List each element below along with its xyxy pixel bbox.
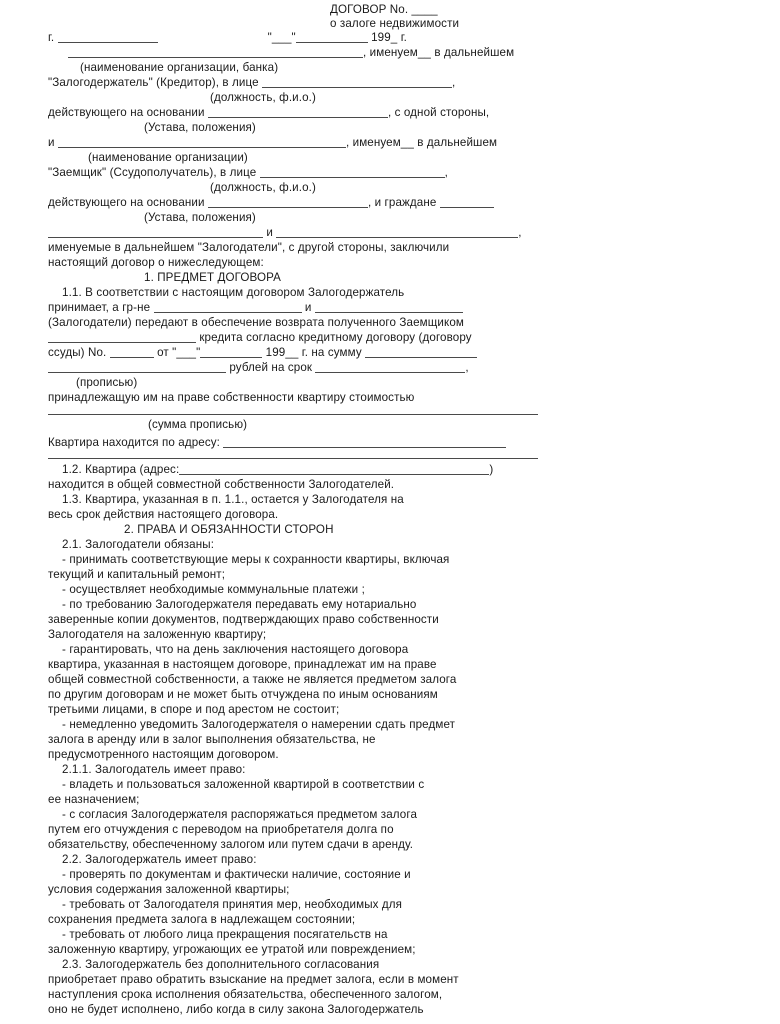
pledgors-and-joiner: и xyxy=(266,226,273,239)
charter-caption-1 xyxy=(48,120,628,135)
pledgors-named-text-2: настоящий договор о нижеследующем: xyxy=(48,256,264,269)
city-fill-rule[interactable] xyxy=(58,33,158,43)
clause-2-2-heading xyxy=(48,852,546,867)
position-caption-1 xyxy=(48,90,478,105)
org-caption-1 xyxy=(48,60,564,75)
clause-2-1-bullet-4-text-2: квартира, указанная в настоящем договоре, принадлежат им на праве xyxy=(48,658,437,671)
apartment-address-label: Квартира находится по адресу: xyxy=(48,436,224,449)
clause-2-1-1-bullet-2-text-3: обязательству, обеспеченному залогом или путем сдачи в аренду. xyxy=(48,838,414,851)
loan-date-quotes[interactable]: от "___" xyxy=(153,346,201,359)
clause-2-1-bullet-3-text-1: - по требованию Залогодержателя передавать ему нотариально xyxy=(62,598,417,611)
pledgee-basis-tail: , с одной стороны, xyxy=(387,106,490,119)
borrower-basis-line xyxy=(48,195,532,210)
clause-2-1-bullet-4-line-4 xyxy=(48,687,532,702)
clause-2-1-1-bullet-1-text-2: ее назначением; xyxy=(48,793,140,806)
clause-1-2-line-2 xyxy=(48,477,532,492)
city-date-line xyxy=(48,30,532,45)
loan-number-rule[interactable] xyxy=(110,348,154,358)
clause-1-1-comma: , xyxy=(465,361,469,374)
citizens-rule[interactable] xyxy=(440,198,494,208)
pledgee-basis-rule[interactable] xyxy=(208,108,388,118)
clause-2-3-line-1 xyxy=(48,957,546,972)
borrower-person-line: "Заемщик" (Ссудополучатель), в лице , xyxy=(48,166,449,179)
clause-2-1-bullet-4-line-5 xyxy=(48,702,532,717)
pledgee-org-rule[interactable] xyxy=(68,48,363,58)
clause-1-1-line-4 xyxy=(48,330,532,345)
pledgor-citizen-rule-2[interactable] xyxy=(315,303,463,313)
clause-2-1-bullet-5-line-3 xyxy=(48,747,532,762)
clause-2-1-bullet-3-line-3 xyxy=(48,627,532,642)
clause-1-1-line-1 xyxy=(48,285,546,300)
section-1-heading xyxy=(144,270,544,285)
clause-2-2-bullet-2-text-2: сохранения предмета залога в надлежащем состоянии; xyxy=(48,913,356,926)
apartment-value-rule[interactable] xyxy=(48,414,538,415)
pledgor-name-rule-1[interactable] xyxy=(48,228,263,238)
borrower-basis-label: действующего на основании xyxy=(48,196,208,209)
clause-1-1-text-3: (Залогодатели) передают в обеспечение возврата полученного Заемщиком xyxy=(48,316,464,329)
clause-2-1-bullet-4-line-3 xyxy=(48,672,532,687)
clause-2-3-text-3: наступления срока исполнения обязательства, обеспеченного залогом, xyxy=(48,988,443,1001)
clause-2-1-1-heading-text: 2.1.1. Залогодатель имеет право: xyxy=(62,763,246,776)
borrower-org-line xyxy=(48,135,532,150)
clause-2-1-bullet-1-line-1 xyxy=(48,552,546,567)
and-prefix: и xyxy=(48,136,58,149)
charter-caption-1-text: (Устава, положения) xyxy=(144,121,256,134)
clause-2-3-line-2 xyxy=(48,972,532,987)
clause-2-1-1-bullet-2-text-1: - с согласия Залогодержателя распоряжаться предметом залога xyxy=(62,808,418,821)
clause-2-1-1-bullet-1-line-2 xyxy=(48,792,532,807)
loan-month-rule[interactable] xyxy=(200,348,262,358)
clause-2-1-1-bullet-2-line-2 xyxy=(48,822,532,837)
date-year[interactable]: 199_ г. xyxy=(371,31,407,44)
clause-2-1-1-bullet-2-text-2: путем его отчуждения с переводом на приобретателя долга по xyxy=(48,823,394,836)
pledgors-named-line-2 xyxy=(48,255,532,270)
clause-2-2-bullet-1-text-2: условия содержания заложенной квартиры; xyxy=(48,883,290,896)
clause-2-1-bullet-3-text-3: Залогодателя на заложенную квартиру; xyxy=(48,628,267,641)
borrower-label: "Заемщик" (Ссудополучатель), в лице xyxy=(48,166,260,179)
loan-sum-rule[interactable] xyxy=(365,348,477,358)
clause-2-1-heading xyxy=(48,537,546,552)
loan-year-sum-label: 199__ г. на сумму xyxy=(262,346,366,359)
clause-1-1-text-1: 1.1. В соответствии с настоящим договором Залогодержатель xyxy=(62,286,405,299)
clause-1-1-prefix: принимает, а гр-не xyxy=(48,301,154,314)
pledgors-named-line-1 xyxy=(48,240,532,255)
clause-2-3-line-3 xyxy=(48,987,532,1002)
written-caption xyxy=(48,375,560,390)
borrower-person-rule[interactable] xyxy=(260,168,445,178)
pledgors-names-line: и , xyxy=(48,225,532,240)
loan-term-rule[interactable] xyxy=(315,363,465,373)
clause-2-1-1-bullet-2-line-3 xyxy=(48,837,532,852)
apartment-address-field-rule[interactable] xyxy=(179,465,489,475)
org-caption-2-text: (наименование организации) xyxy=(88,151,248,164)
clause-2-1-bullet-4-line-2 xyxy=(48,657,532,672)
pledgor-citizen-rule-1[interactable] xyxy=(154,303,302,313)
clause-2-2-bullet-2-text-1: - требовать от Залогодателя принятия мер, необходимых для xyxy=(62,898,403,911)
clause-2-1-bullet-1-text-1: - принимать соответствующие меры к сохранности квартиры, включая xyxy=(62,553,450,566)
clause-2-1-1-bullet-2-line-1 xyxy=(48,807,546,822)
clause-1-1-line-7 xyxy=(48,390,532,405)
clause-1-1-text-4: кредита согласно кредитному договору (договору xyxy=(196,331,472,344)
clause-2-1-1-heading xyxy=(48,762,546,777)
clause-2-1-bullet-2-text: - осуществляет необходимые коммунальные платежи ; xyxy=(62,583,365,596)
clause-2-2-bullet-3-line-1 xyxy=(48,927,546,942)
clause-2-2-bullet-3-text-1: - требовать от любого лица прекращения посягательств на xyxy=(62,928,388,941)
pledgee-org-tail: , именуем__ в дальнейшем xyxy=(363,46,515,59)
citizens-tail: , и граждане xyxy=(367,196,440,209)
clause-2-3-line-4 xyxy=(48,1002,532,1017)
clause-2-1-bullet-3-line-2 xyxy=(48,612,532,627)
clause-2-1-heading-text: 2.1. Залогодатели обязаны: xyxy=(62,538,215,551)
pledgors-named-text-1: именуемые в дальнейшем "Залогодатели", с другой стороны, заключили xyxy=(48,241,450,254)
sum-written-caption-text: (сумма прописью) xyxy=(148,418,248,431)
clause-2-1-bullet-4-text-5: третьими лицами, в споре и под арестом не состоит; xyxy=(48,703,340,716)
clause-1-3-text-2: весь срок действия настоящего договора. xyxy=(48,508,279,521)
clause-1-1-line-2 xyxy=(48,300,532,315)
clause-2-1-bullet-2 xyxy=(48,582,546,597)
section-2-heading xyxy=(124,522,544,537)
clause-1-1-line-5 xyxy=(48,345,532,360)
clause-2-1-bullet-4-text-3: общей совместной собственности, а также не является предметом залога xyxy=(48,673,457,686)
written-caption-text: (прописью) xyxy=(76,376,138,389)
clause-1-1-joiner: и xyxy=(301,301,315,314)
date-month-rule[interactable] xyxy=(296,33,368,43)
apartment-address-rule-2[interactable] xyxy=(48,458,538,459)
clause-2-3-text-2: приобретает право обратить взыскание на предмет залога, если в момент xyxy=(48,973,459,986)
clause-2-2-bullet-3-text-2: заложенную квартиру, угрожающих ее утратой или повреждением; xyxy=(48,943,416,956)
clause-2-1-bullet-5-line-2 xyxy=(48,732,532,747)
clause-1-1-line-6 xyxy=(48,360,532,375)
clause-1-1-line-3 xyxy=(48,315,532,330)
clause-2-1-bullet-3-text-2: заверенные копии документов, подтверждающих право собственности xyxy=(48,613,439,626)
clause-2-2-bullet-2-line-2 xyxy=(48,912,532,927)
clause-2-1-1-bullet-1-text-1: - владеть и пользоваться заложенной квартирой в соответствии с xyxy=(62,778,425,791)
loan-term-label: рублей на срок xyxy=(226,361,316,374)
borrower-org-tail: , именуем__ в дальнейшем xyxy=(345,136,498,149)
clause-2-1-bullet-5-line-1 xyxy=(48,717,546,732)
clause-1-2-line-1 xyxy=(48,462,546,477)
position-caption-2-text: (должность, ф.и.о.) xyxy=(210,181,316,194)
section-2-heading-text: 2. ПРАВА И ОБЯЗАННОСТИ СТОРОН xyxy=(124,523,334,536)
clause-1-3-line-1 xyxy=(48,492,546,507)
pledgee-basis-line xyxy=(48,105,532,120)
clause-2-1-bullet-5-text-3: предусмотренного настоящим договором. xyxy=(48,748,279,761)
clause-1-2-text-2: находится в общей совместной собственности Залогодателей. xyxy=(48,478,395,491)
clause-2-1-bullet-1-text-2: текущий и капитальный ремонт; xyxy=(48,568,226,581)
clause-2-1-bullet-3-line-1 xyxy=(48,597,546,612)
loan-contract-label: ссуды) No. xyxy=(48,346,110,359)
clause-2-2-bullet-2-line-1 xyxy=(48,897,546,912)
clause-2-1-bullet-4-line-1 xyxy=(48,642,546,657)
clause-1-2-suffix: ) xyxy=(489,463,494,476)
date-day-quotes[interactable]: "___" xyxy=(267,31,296,44)
clause-1-2-prefix: 1.2. Квартира (адрес: xyxy=(62,463,180,476)
apartment-address-rule[interactable] xyxy=(223,438,506,448)
sum-written-caption xyxy=(48,417,632,432)
clause-2-1-bullet-1-line-2 xyxy=(48,567,532,582)
clause-2-1-bullet-4-text-4: по другим договорам и не может быть отчуждена по иным основаниям xyxy=(48,688,438,701)
clause-1-1-text-7: принадлежащую им на праве собственности квартиру стоимостью xyxy=(48,391,415,404)
org-caption-2 xyxy=(48,150,572,165)
clause-2-2-bullet-1-line-1 xyxy=(48,867,546,882)
position-caption-1-text: (должность, ф.и.о.) xyxy=(210,91,316,104)
charter-caption-2-text: (Устава, положения) xyxy=(144,211,256,224)
clause-2-1-bullet-5-text-1: - немедленно уведомить Залогодержателя о намерении сдать предмет xyxy=(62,718,456,731)
pledgee-org-line xyxy=(48,45,532,60)
clause-2-1-bullet-4-text-1: - гарантировать, что на день заключения настоящего договора xyxy=(62,643,409,656)
charter-caption-2 xyxy=(48,210,628,225)
credit-amount-rule[interactable] xyxy=(48,333,196,343)
borrower-basis-rule[interactable] xyxy=(208,198,368,208)
position-caption-2 xyxy=(48,180,478,195)
document-subtitle-text: о залоге недвижимости xyxy=(330,17,460,30)
pledgor-name-rule-2[interactable] xyxy=(276,228,518,238)
clause-2-1-1-bullet-1-line-1 xyxy=(48,777,546,792)
clause-1-3-text-1: 1.3. Квартира, указанная в п. 1.1., остается у Залогодателя на xyxy=(62,493,404,506)
borrower-org-rule[interactable] xyxy=(58,138,346,148)
pledgee-person-line: "Залогодержатель" (Кредитор), в лице , xyxy=(48,76,456,89)
document-subtitle xyxy=(330,16,590,31)
pledgee-basis-label: действующего на основании xyxy=(48,106,208,119)
document-title xyxy=(330,2,590,17)
pledgee-person-rule[interactable] xyxy=(262,78,452,88)
city-label: г. xyxy=(48,31,58,44)
clause-2-2-bullet-1-line-2 xyxy=(48,882,532,897)
apartment-address-line xyxy=(48,435,532,450)
clause-2-3-text-4: оно не будет исполнено, либо когда в силу закона Залогодержатель xyxy=(48,1003,424,1016)
section-1-heading-text: 1. ПРЕДМЕТ ДОГОВОРА xyxy=(144,271,282,284)
clause-2-1-bullet-5-text-2: залога в аренду или в залог выполнения обязательства, не xyxy=(48,733,376,746)
clause-2-3-text-1: 2.3. Залогодержатель без дополнительного согласования xyxy=(62,958,380,971)
clause-2-2-heading-text: 2.2. Залогодержатель имеет право: xyxy=(62,853,257,866)
pledgee-label: "Залогодержатель" (Кредитор), в лице xyxy=(48,76,263,89)
org-caption-1-text: (наименование организации, банка) xyxy=(80,61,279,74)
clause-2-2-bullet-1-text-1: - проверять по документам и фактически наличие, состояние и xyxy=(62,868,411,881)
document-title-text: ДОГОВОР No. ____ xyxy=(330,3,438,16)
clause-2-2-bullet-3-line-2 xyxy=(48,942,532,957)
clause-1-3-line-2 xyxy=(48,507,532,522)
sum-in-words-rule[interactable] xyxy=(48,363,226,373)
